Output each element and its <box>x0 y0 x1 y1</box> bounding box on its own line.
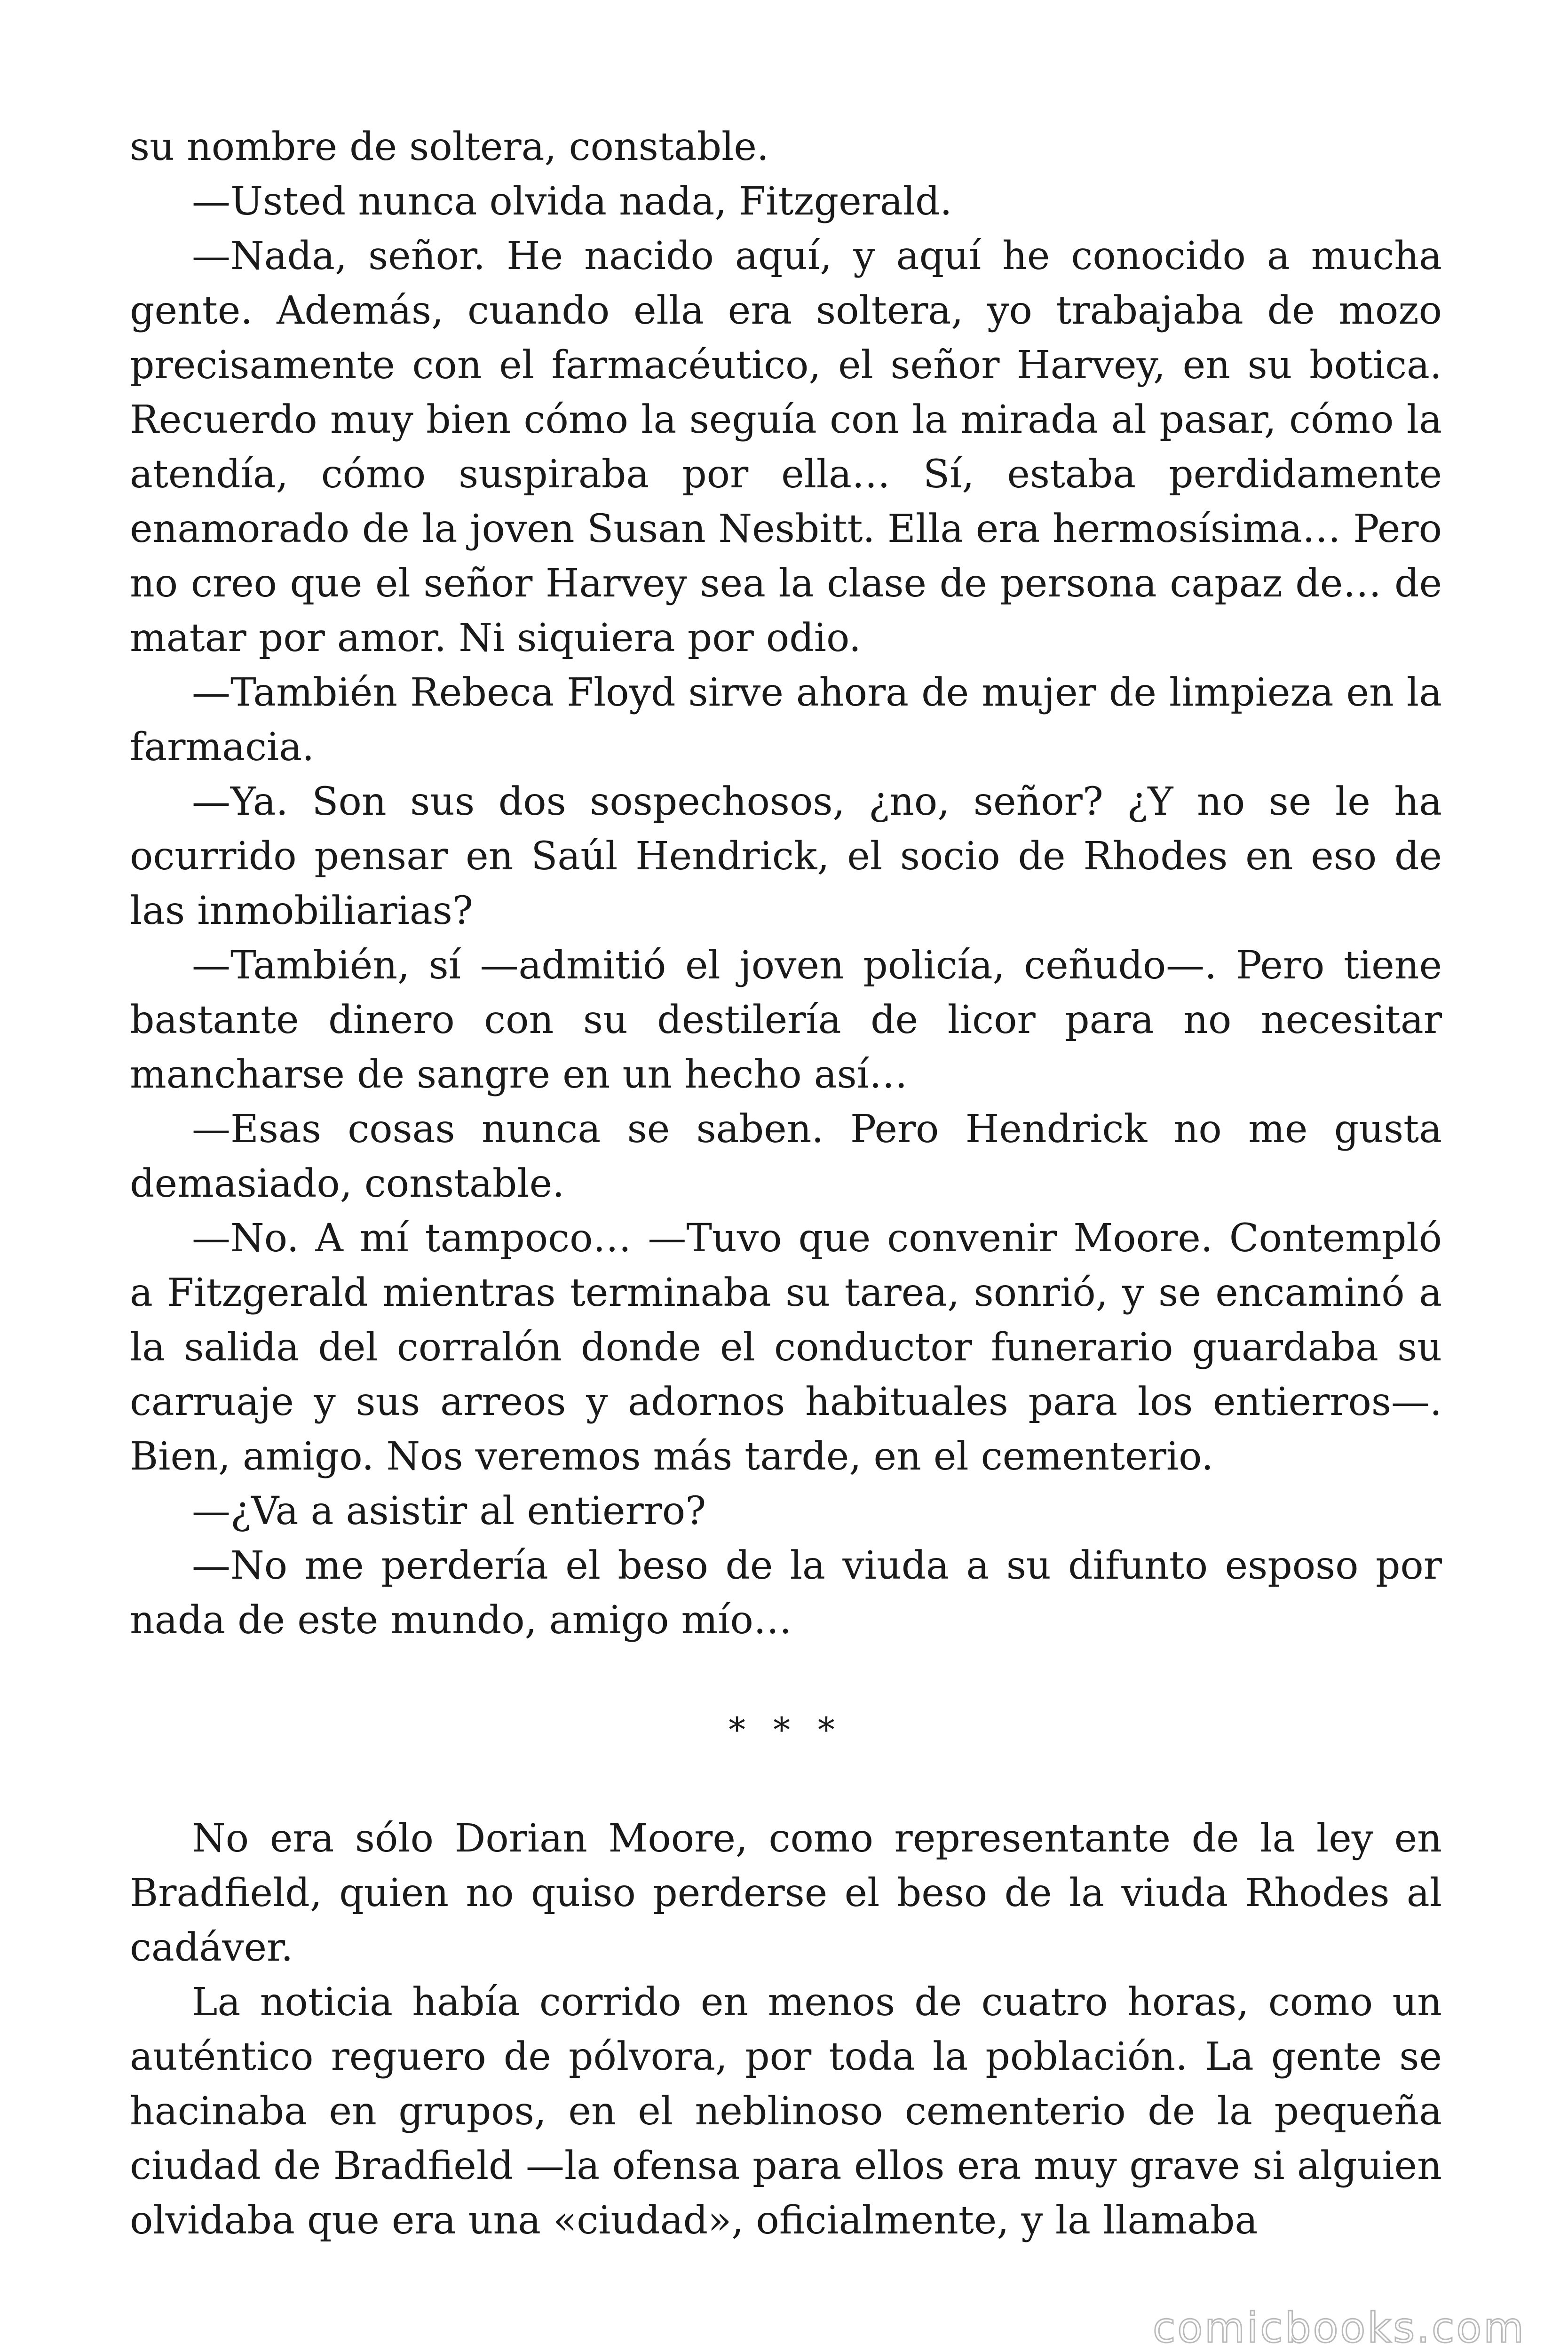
paragraph: —También Rebeca Floyd sirve ahora de mujer de limpieza en la farmacia. <box>130 670 1442 770</box>
book-page <box>130 120 1442 2248</box>
paragraph: —Esas cosas nunca se saben. Pero Hendrick no me gusta demasiado, constable. <box>130 1107 1442 1206</box>
text-after-break <box>130 1812 1442 2248</box>
paragraph: —Ya. Son sus dos sospechosos, ¿no, señor? ¿Y no se le ha ocurrido pensar en Saúl Hendrick, el socio de Rhodes en eso de las inmobiliarias? <box>130 779 1442 933</box>
paragraph: —¿Va a asistir al entierro? <box>192 1489 706 1534</box>
text-before-break <box>130 120 1442 1648</box>
paragraph: —Nada, señor. He nacido aquí, y aquí he conocido a mucha gente. Además, cuando ella era soltera, yo trabajaba de mozo precisamente con el farmacéutico, el señor Harvey, en su botica. Recuerdo muy bien cómo la seguía con la mirada al pasar, cómo la atendía, cómo suspiraba por ella… Sí, estaba perdidamente enamorado de la joven Susan Nesbitt. Ella era hermosísima… Pero no creo que el señor Harvey sea la clase de persona capaz de… de matar por amor. Ni siquiera por odio. <box>130 234 1442 660</box>
scene-break-separator: * * * <box>729 1710 843 1749</box>
watermark-text: comicbooks.com <box>1152 2304 1526 2352</box>
paragraph: —También, sí —admitió el joven policía, ceñudo—. Pero tiene bastante dinero con su destilería de licor para no necesitar mancharse de sangre en un hecho así… <box>130 943 1442 1097</box>
paragraph: —Usted nunca olvida nada, Fitzgerald. <box>192 179 952 224</box>
paragraph: No era sólo Dorian Moore, como representante de la ley en Bradfield, quien no quiso perderse el beso de la viuda Rhodes al cadáver. <box>130 1816 1442 1970</box>
paragraph: —No me perdería el beso de la viuda a su difunto esposo por nada de este mundo, amigo mío… <box>130 1543 1442 1643</box>
paragraph: su nombre de soltera, constable. <box>130 125 769 169</box>
paragraph: —No. A mí tampoco… —Tuvo que convenir Moore. Contempló a Fitzgerald mientras terminaba su tarea, sonrió, y se encaminó a la salida del corralón donde el conductor funerario guardaba su carruaje y sus arreos y adornos habituales para los entierros—. Bien, amigo. Nos veremos más tarde, en el cementerio. <box>130 1216 1442 1479</box>
paragraph: La noticia había corrido en menos de cuatro horas, como un auténtico reguero de pólvora, por toda la población. La gente se hacinaba en grupos, en el neblinoso cementerio de la pequeña ciudad de Bradfield —la ofensa para ellos era muy grave si alguien olvidaba que era una «ciudad», oficialmente, y la llamaba <box>130 1980 1442 2243</box>
